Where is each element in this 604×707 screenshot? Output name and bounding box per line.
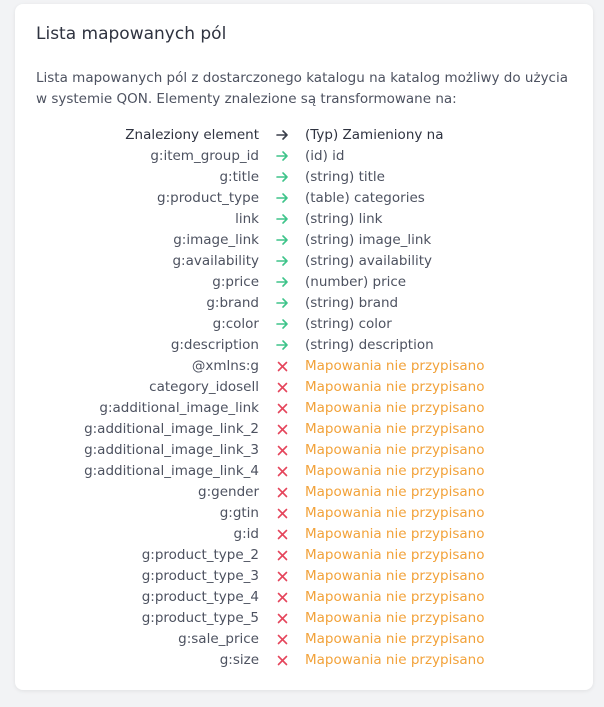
arrow-right-icon: [274, 314, 290, 335]
mapping-row-mapped: [15, 209, 593, 230]
no-mapping-label: Mapowania nie przypisano: [305, 421, 485, 437]
mapping-row-unmapped: [15, 629, 593, 650]
mapping-row-mapped: [15, 272, 593, 293]
mapping-row-mapped: [15, 293, 593, 314]
source-field: g:id: [233, 526, 259, 542]
source-field: g:title: [219, 169, 259, 185]
source-field: g:additional_image_link: [99, 400, 259, 416]
arrow-right-icon: [274, 230, 290, 251]
mapping-row-mapped: [15, 335, 593, 356]
mapping-table-header: [15, 125, 593, 146]
source-field: g:additional_image_link_3: [84, 442, 259, 458]
arrow-right-icon: [274, 125, 290, 146]
arrow-right-icon: [274, 209, 290, 230]
mapping-row-unmapped: [15, 377, 593, 398]
cross-icon: [274, 566, 290, 587]
no-mapping-label: Mapowania nie przypisano: [305, 631, 485, 647]
target-field: (table) categories: [305, 190, 425, 206]
header-source: Znaleziony element: [125, 127, 259, 143]
no-mapping-label: Mapowania nie przypisano: [305, 442, 485, 458]
source-field: g:size: [219, 652, 259, 668]
cross-icon: [274, 503, 290, 524]
target-field: (number) price: [305, 274, 407, 290]
mapping-row-unmapped: [15, 461, 593, 482]
target-field: (string) color: [305, 316, 392, 332]
cross-icon: [274, 398, 290, 419]
mapping-row-mapped: [15, 314, 593, 335]
source-field: g:product_type_2: [141, 547, 259, 563]
mapping-row-unmapped: [15, 356, 593, 377]
source-field: g:product_type_5: [141, 610, 259, 626]
mapping-row-unmapped: [15, 566, 593, 587]
mapping-row-unmapped: [15, 650, 593, 671]
arrow-right-icon: [274, 293, 290, 314]
no-mapping-label: Mapowania nie przypisano: [305, 547, 485, 563]
mapping-row-unmapped: [15, 398, 593, 419]
mapping-row-unmapped: [15, 587, 593, 608]
no-mapping-label: Mapowania nie przypisano: [305, 358, 485, 374]
no-mapping-label: Mapowania nie przypisano: [305, 589, 485, 605]
no-mapping-label: Mapowania nie przypisano: [305, 379, 485, 395]
source-field: g:product_type: [157, 190, 259, 206]
mapping-table: [15, 125, 593, 671]
cross-icon: [274, 545, 290, 566]
source-field: category_idosell: [149, 379, 259, 395]
source-field: g:sale_price: [178, 631, 259, 647]
target-field: (string) availability: [305, 253, 432, 269]
source-field: g:availability: [172, 253, 259, 269]
target-field: (string) brand: [305, 295, 399, 311]
target-field: (string) link: [305, 211, 383, 227]
no-mapping-label: Mapowania nie przypisano: [305, 652, 485, 668]
source-field: @xmlns:g: [191, 358, 259, 374]
source-field: g:product_type_4: [141, 589, 259, 605]
source-field: g:product_type_3: [141, 568, 259, 584]
no-mapping-label: Mapowania nie przypisano: [305, 568, 485, 584]
mapping-row-unmapped: [15, 524, 593, 545]
no-mapping-label: Mapowania nie przypisano: [305, 400, 485, 416]
cross-icon: [274, 482, 290, 503]
cross-icon: [274, 587, 290, 608]
arrow-right-icon: [274, 188, 290, 209]
cross-icon: [274, 524, 290, 545]
arrow-right-icon: [274, 272, 290, 293]
mapping-row-unmapped: [15, 545, 593, 566]
no-mapping-label: Mapowania nie przypisano: [305, 610, 485, 626]
mapping-row-unmapped: [15, 440, 593, 461]
arrow-right-icon: [274, 335, 290, 356]
cross-icon: [274, 461, 290, 482]
source-field: g:gtin: [219, 505, 259, 521]
no-mapping-label: Mapowania nie przypisano: [305, 484, 485, 500]
target-field: (string) description: [305, 337, 434, 353]
target-field: (string) title: [305, 169, 385, 185]
mapping-row-unmapped: [15, 503, 593, 524]
arrow-right-icon: [274, 146, 290, 167]
cross-icon: [274, 356, 290, 377]
no-mapping-label: Mapowania nie przypisano: [305, 463, 485, 479]
cross-icon: [274, 629, 290, 650]
mapping-row-unmapped: [15, 419, 593, 440]
source-field: g:image_link: [173, 232, 259, 248]
cross-icon: [274, 419, 290, 440]
mapping-row-unmapped: [15, 608, 593, 629]
panel-description: Lista mapowanych pól z dostarczonego katalogu na katalog możliwy do użycia w systemie QON. Elementy znalezione są transformowane na:: [36, 70, 568, 107]
source-field: g:description: [170, 337, 259, 353]
mapped-fields-panel: [15, 4, 593, 690]
source-field: g:gender: [198, 484, 259, 500]
mapping-row-unmapped: [15, 482, 593, 503]
mapping-row-mapped: [15, 167, 593, 188]
source-field: g:item_group_id: [150, 148, 259, 164]
mapping-row-mapped: [15, 146, 593, 167]
cross-icon: [274, 440, 290, 461]
target-field: (id) id: [305, 148, 345, 164]
arrow-right-icon: [274, 167, 290, 188]
no-mapping-label: Mapowania nie przypisano: [305, 526, 485, 542]
cross-icon: [274, 650, 290, 671]
source-field: g:brand: [206, 295, 259, 311]
source-field: g:color: [212, 316, 259, 332]
mapping-row-mapped: [15, 230, 593, 251]
panel-title: Lista mapowanych pól: [36, 24, 227, 44]
source-field: g:additional_image_link_2: [84, 421, 259, 437]
no-mapping-label: Mapowania nie przypisano: [305, 505, 485, 521]
header-target: (Typ) Zamieniony na: [305, 127, 444, 143]
mapping-row-mapped: [15, 251, 593, 272]
target-field: (string) image_link: [305, 232, 432, 248]
arrow-right-icon: [274, 251, 290, 272]
cross-icon: [274, 377, 290, 398]
source-field: g:additional_image_link_4: [84, 463, 259, 479]
mapping-row-mapped: [15, 188, 593, 209]
source-field: g:price: [212, 274, 259, 290]
source-field: link: [235, 211, 259, 227]
cross-icon: [274, 608, 290, 629]
